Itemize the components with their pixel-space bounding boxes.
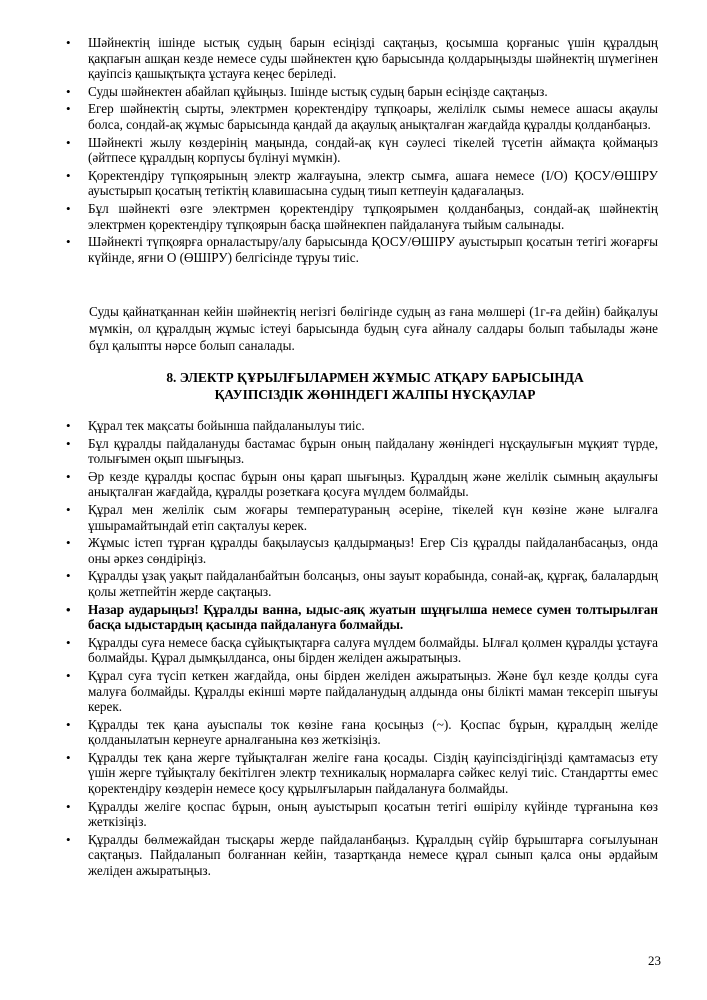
list-item: • Бұл құралды пайдалануды бастамас бұрын оның пайдалану жөніндегі нұсқаулығын мұқият түрде, толығымен оқып шығыңыз.	[66, 435, 658, 467]
list-item: • Құрал суға түсіп кеткен жағдайда, оны бірден желіден ажыратыңыз. Және бұл кезде қолды суға малуға болмайды. Құралды екінші мәрте пайдаланудың алдында оны білікті маман тексеріп шығуы керек.	[66, 667, 658, 715]
list-item: • Құралды тек қана ауыспалы ток көзіне ғана қосыңыз (~). Қоспас бұрын, құралдың желіде қолданылатын кернеуге арналғанына көз жеткізіңіз.	[66, 716, 658, 748]
heading-line-2: ҚАУІПСІЗДІК ЖӨНІНДЕГІ ЖАЛПЫ НҰСҚАУЛАР	[214, 387, 536, 402]
bullet-icon: •	[66, 568, 71, 584]
bullet-icon: •	[66, 601, 71, 617]
list-item: • Шәйнектің ішінде ыстық судың барын есіңізді сақтаңыз, қосымша қорғаныс үшін құралдың қақпағын ашқан кезде немесе суды шәйнектен құю барысында қолдарыңызды шәйнектің шүмегінен қауіпсіз қашықтықта ұстауға кеңес беріледі.	[66, 35, 658, 82]
bullet-icon: •	[66, 101, 71, 117]
list-item: • Құралды ұзақ уақыт пайдаланбайтын болсаңыз, оны зауыт корабында, сонай-ақ, құрғақ, балалардың қолы жетпейтін жерде сақтаңыз.	[66, 568, 658, 599]
bullet-icon: •	[66, 468, 71, 484]
list-item: • Құралды суға немесе басқа сұйықтықтарға салуға мүлдем болмайды. Ылғал қолмен құралды ұстауға болмайды. Құрал дымқылданса, оны бірден желіден ажыратыңыз.	[66, 634, 658, 666]
bullet-icon: •	[66, 749, 71, 765]
bullet-icon: •	[66, 798, 71, 814]
bullet-icon: •	[66, 634, 71, 650]
bullet-icon: •	[66, 134, 71, 150]
bullet-icon: •	[66, 167, 71, 183]
list-item: • Құралды желіге қоспас бұрын, оның ауыстырып қосатын тетігі өшірілу күйінде тұрғанына көз жеткізіңіз.	[66, 798, 658, 830]
list-item: • Шәйнекті жылу көздерінің маңында, сондай-ақ күн сәулесі тікелей түсетін аймақта қоймаңыз (әйтпесе құралдың корпусы бүлінуі мүмкін).	[66, 134, 658, 166]
list-item: • Қоректендіру түпқоярының электр жалғауына, электр сымға, ашаға немесе (I/O) ҚОСУ/ӨШІРУ ауыстырып қосатың тетіктің клавишасына судың тиып кетпеуін қадағалаңыз.	[66, 167, 658, 199]
bullet-icon: •	[66, 200, 71, 216]
general-safety-list	[66, 418, 658, 881]
list-item: • Құрал тек мақсаты бойынша пайдаланылуы тиіс.	[66, 418, 365, 433]
list-item: • Бұл шәйнекті өзге электрмен қоректендіру тұпқоярымен қолданбаңыз, сондай-ақ шәйнектің электрмен қоректендіру тұпқоярын басқа шәйнекпен пайдалануға тыйым салынады.	[66, 200, 658, 232]
bullet-icon: •	[66, 435, 71, 451]
list-item: • Құралды бөлмежайдан тысқары жерде пайдаланбаңыз. Құралдың сүйір бұрыштарға соғылуынан сақтаңыз. Пайдаланып болғаннан кейін, тазартқанда немесе құрал сынып қалса оны әрдайым желіден ажыратыңыз.	[66, 831, 658, 879]
condensation-note: Суды қайнатқаннан кейін шәйнектің негізгі бөлігінде судың аз ғана мөлшері (1г-ға дейін) байқалуы мүмкін, ол құралдың жұмыс істеуі барысында будың суға айналу салдары болып табылады және бұл қалыпты нәрсе болып саналады.	[89, 304, 658, 353]
bullet-icon: •	[66, 716, 71, 732]
bullet-icon: •	[66, 83, 71, 99]
bullet-icon: •	[66, 35, 71, 50]
bullet-icon: •	[66, 418, 71, 433]
list-item: • Егер шәйнектің сырты, электрмен қоректендіру тұпқоары, желілілк сымы немесе ашасы ақаулы болса, сондай-ақ жұмыс барысында қандай да ақаулық анықталған жағдайда құралды қолданбаңыз.	[66, 101, 658, 132]
section-heading	[90, 369, 660, 403]
list-item: • Суды шәйнектен абайлап құйыңыз. Ішінде ыстық судың барын есіңізде сақтаңыз.	[66, 83, 548, 99]
bullet-icon: •	[66, 667, 71, 683]
page-number: 23	[648, 953, 661, 968]
safety-list-continued	[66, 35, 658, 267]
list-item: • Шәйнекті түпқоярға орналастыру/алу барысында ҚОСУ/ӨШІРУ ауыстырып қосатын тетігі жоғарғы күйінде, яғни О (ӨШІРУ) белгісінде тұруы тиіс.	[66, 234, 658, 265]
list-item: • Құрал мен желілік сым жоғары температураның әсеріне, тікелей күн көзіне және ылғалға ұшырамайтындай етіп сақталуы керек.	[66, 501, 658, 533]
bullet-icon: •	[66, 831, 71, 847]
warning-list-item: • Назар аударыңыз! Құралды ванна, ыдыс-аяқ жуатын шұңғылша немесе сумен толтырылған басқа ыдыстардың қасында пайдалануға болмайды.	[66, 601, 658, 633]
bullet-icon: •	[66, 501, 71, 517]
bullet-icon: •	[66, 234, 71, 250]
list-item: • Әр кезде құралды қоспас бұрын оны қарап шығыңыз. Құралдың және желілік сымның ақаулығы анықталған жағдайда, құралды розеткаға қосуға мүлдем болмайды.	[66, 468, 658, 500]
heading-line-1: 8. ЭЛЕКТР ҚҰРЫЛҒЫЛАРМЕН ЖҰМЫС АТҚАРУ БАРЫСЫНДА	[166, 370, 584, 385]
bullet-icon: •	[66, 535, 71, 551]
list-item: • Жұмыс істеп тұрған құралды бақылаусыз қалдырмаңыз! Егер Сіз құралды пайдаланбасаңыз, онда оны әркез сөндіріңіз.	[66, 535, 658, 566]
list-item: • Құралды тек қана жерге тұйықталған желіге ғана қосады. Сіздің қауіпсіздігіңізді қамтамасыз ету үшін жерге тұйықталу бекітілген электр техникалық нормаларға сәйкес келуі тиіс. Стандартты емес қоректендіру көздерін немесе қосу құрылғыларын пайдалануға болмайды.	[66, 749, 658, 797]
